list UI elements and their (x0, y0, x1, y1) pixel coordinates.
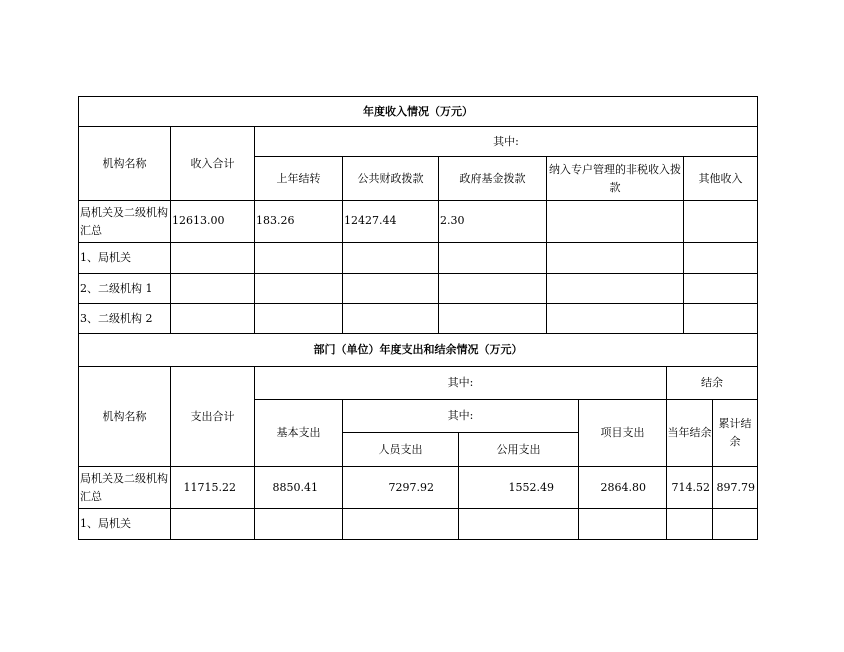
expense-row-0-project: 2864.80 (578, 466, 667, 509)
income-row-0-other (683, 200, 758, 243)
income-row-0-prev-balance: 183.26 (254, 200, 343, 243)
expense-row-1-basic (254, 508, 343, 540)
income-row-0-nontax (546, 200, 684, 243)
income-row-0-fiscal: 12427.44 (342, 200, 439, 243)
income-row-1-other (683, 242, 758, 274)
income-header-nontax: 纳入专户管理的非税收入拨款 (546, 156, 684, 201)
income-header-gov-fund: 政府基金拨款 (438, 156, 547, 201)
income-row-2-gov-fund (438, 273, 547, 304)
income-row-3-prev-balance (254, 303, 343, 334)
income-row-1-prev-balance (254, 242, 343, 274)
income-row-2-nontax (546, 273, 684, 304)
expense-row-0-personnel: 7297.92 (342, 466, 459, 509)
expense-row-0-public: 1552.49 (458, 466, 579, 509)
expense-row-0-basic: 8850.41 (254, 466, 343, 509)
income-row-2-fiscal (342, 273, 439, 304)
expense-table-title: 部门（单位）年度支出和结余情况（万元） (78, 333, 758, 367)
income-header-fiscal: 公共财政拨款 (342, 156, 439, 201)
income-row-2-total (170, 273, 255, 304)
income-row-3-nontax (546, 303, 684, 334)
income-header-other: 其他收入 (683, 156, 758, 201)
expense-row-0-cumulative-balance: 897.79 (712, 466, 758, 509)
expense-header-current-balance: 当年结余 (666, 399, 713, 467)
income-row-3-org: 3、二级机构 2 (78, 303, 171, 334)
income-row-3-fiscal (342, 303, 439, 334)
expense-header-balance: 结余 (666, 366, 758, 400)
expense-row-1-org: 1、局机关 (78, 508, 171, 540)
expense-header-of-which-inner: 其中: (342, 399, 579, 433)
income-row-2-prev-balance (254, 273, 343, 304)
expense-row-1-total (170, 508, 255, 540)
income-row-1-gov-fund (438, 242, 547, 274)
income-header-of-which: 其中: (254, 126, 758, 157)
expense-row-1-project (578, 508, 667, 540)
income-row-2-org: 2、二级机构 1 (78, 273, 171, 304)
income-row-1-fiscal (342, 242, 439, 274)
income-row-0-org: 局机关及二级机构汇总 (78, 200, 171, 243)
expense-header-org: 机构名称 (78, 366, 171, 467)
expense-header-cumulative-balance: 累计结余 (712, 399, 758, 467)
income-row-1-total (170, 242, 255, 274)
expense-row-0-total: 11715.22 (170, 466, 255, 509)
income-table-title: 年度收入情况（万元） (78, 96, 758, 127)
income-row-2-other (683, 273, 758, 304)
expense-row-1-public (458, 508, 579, 540)
income-row-3-total (170, 303, 255, 334)
expense-header-public: 公用支出 (458, 432, 579, 467)
expense-row-0-org: 局机关及二级机构汇总 (78, 466, 171, 509)
income-row-0-total: 12613.00 (170, 200, 255, 243)
expense-header-project: 项目支出 (578, 399, 667, 467)
income-row-1-nontax (546, 242, 684, 274)
income-row-1-org: 1、局机关 (78, 242, 171, 274)
income-row-3-other (683, 303, 758, 334)
expense-header-personnel: 人员支出 (342, 432, 459, 467)
expense-header-total: 支出合计 (170, 366, 255, 467)
income-row-3-gov-fund (438, 303, 547, 334)
expense-header-of-which: 其中: (254, 366, 667, 400)
income-header-prev-balance: 上年结转 (254, 156, 343, 201)
expense-row-0-current-balance: 714.52 (666, 466, 713, 509)
income-header-org: 机构名称 (78, 126, 171, 201)
income-header-total: 收入合计 (170, 126, 255, 201)
expense-header-basic: 基本支出 (254, 399, 343, 467)
expense-row-1-personnel (342, 508, 459, 540)
expense-row-1-cumulative-balance (712, 508, 758, 540)
income-row-0-gov-fund: 2.30 (438, 200, 547, 243)
expense-row-1-current-balance (666, 508, 713, 540)
